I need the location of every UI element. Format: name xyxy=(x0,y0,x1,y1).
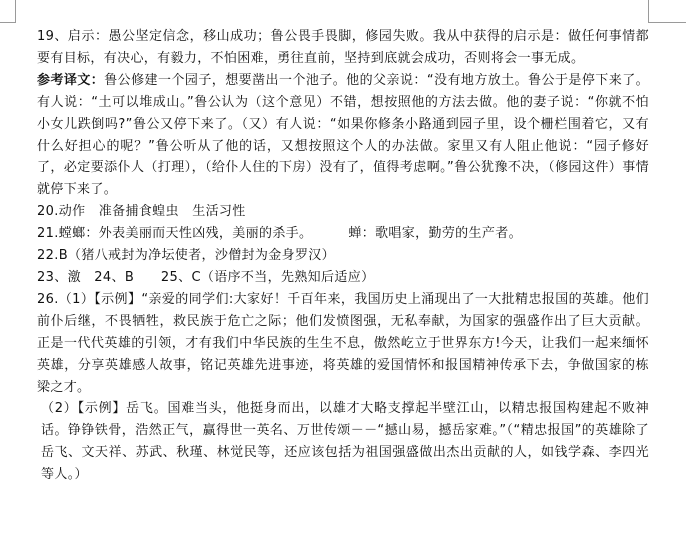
answer-22: 22.B（猪八戒封为净坛使者，沙僧封为金身罗汉） xyxy=(37,248,335,264)
translation-text: 鲁公修建一个园子，想要凿出一个池子。他的父亲说：“没有地方放土。鲁公于是停下来了。有人说：“土可以堆成山。”鲁公认为（这个意见）不错，想按照他的方法去做。他的妻子说：“你就不怕小女儿跌倒吗?”鲁公又停下来了。（又）有人说：“如果你修条小路通到园子里，设个栅栏围着它，又有什么好担心的呢？”鲁公听从了他的话，又想按照这个人的办法做。家里又有人阻止他说：“园子修好了，必定要添仆人（打理），（给仆人住的下房）没有了，值得考虑啊。”鲁公犹豫不决，（修园这件）事情就停下来了。 xyxy=(37,72,649,198)
crop-mark-top-left xyxy=(15,0,16,22)
crop-mark-top-left-horizontal xyxy=(0,22,16,23)
reference-translation xyxy=(37,70,649,201)
answer-26-part-2: （2）【示例】岳飞。国难当头，他挺身而出，以雄才大略支撑起半壁江山，以精忠报国构建起不败神话。铮铮铁骨，浩然正气，赢得世一英名、万世传颂－－“撼山易，撼岳家难。”（“精忠报国”的英雄除了岳飞、文天祥、苏武、秋瑾、林觉民等，还应该包括为祖国强盛做出杰出贡献的人，如钱学森、李四光等人。） xyxy=(41,401,649,483)
answer-21 xyxy=(37,223,649,245)
crop-mark-top-right xyxy=(648,0,649,22)
crop-mark-top-right-horizontal xyxy=(648,22,686,23)
answer-21-cicada: 蝉：歌唱家，勤劳的生产者。 xyxy=(348,226,522,242)
translation-label: 参考译文： xyxy=(37,72,105,88)
answer-21-mantis: 21.螳螂：外表美丽而天性凶残，美丽的杀手。 xyxy=(37,226,313,242)
answer-19: 19、启示：愚公坚定信念，移山成功；鲁公畏手畏脚，修园失败。我从中获得的启示是：做任何事情都要有目标，有决心，有毅力，不怕困难，勇往直前，坚持到底就会成功，否则将会一事无成。 xyxy=(37,29,649,66)
answer-26-part-1: 26.（1）【示例】“亲爱的同学们:大家好！千百年来，我国历史上涌现出了一大批精忠报国的英雄。他们前仆后继，不畏牺牲，救民族于危亡之际；他们发愤图强，无私奉献，为国家的强盛作出了巨大贡献。正是一代代英雄的引领，才有我们中华民族的生生不息，傲然屹立于世界东方!今天，让我们一起来缅怀英雄，分享英雄感人故事，铭记英雄先进事迹，将英雄的爱国情怀和报国精神传承下去，争做国家的栋梁之才。 xyxy=(37,291,649,395)
answer-20: 20.动作 准备捕食蝗虫 生活习性 xyxy=(37,204,246,220)
answer-content xyxy=(37,26,649,486)
answer-23-25: 23、激 24、B 25、C（语序不当，先熟知后适应） xyxy=(37,269,375,285)
